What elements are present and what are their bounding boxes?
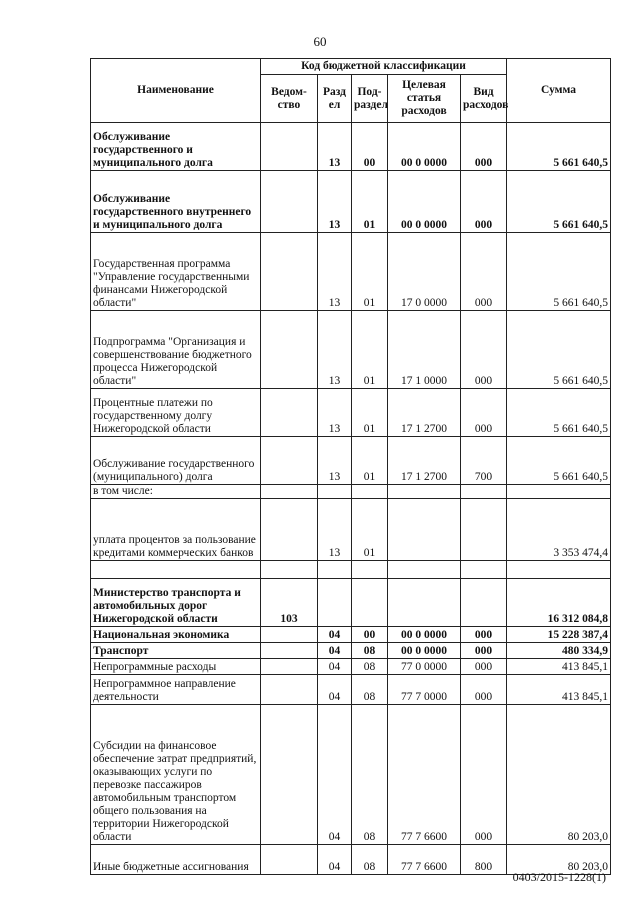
row-vedomstvo (261, 705, 318, 845)
row-target-article: 00 0 0000 (388, 627, 461, 643)
table-row (91, 485, 611, 499)
row-vedomstvo (261, 499, 318, 561)
header-target-article: Целевая статья расходов (388, 75, 461, 123)
row-name: Обслуживание государственного (муниципального) долга (91, 437, 261, 485)
row-target-article: 00 0 0000 (388, 171, 461, 233)
table-row (91, 659, 611, 675)
row-vedomstvo (261, 845, 318, 875)
row-name: Обслуживание государственного внутреннего и муниципального долга (91, 171, 261, 233)
budget-table (90, 58, 611, 875)
row-podrazdel: 00 (352, 627, 388, 643)
row-sum: 5 661 640,5 (507, 437, 611, 485)
row-podrazdel (352, 485, 388, 499)
row-expense-type: 000 (461, 643, 507, 659)
row-sum: 3 353 474,4 (507, 499, 611, 561)
row-target-article: 77 7 6600 (388, 845, 461, 875)
row-name: Непрограммное направление деятельности (91, 675, 261, 705)
row-vedomstvo (261, 675, 318, 705)
row-razdel: 04 (318, 845, 352, 875)
row-name (91, 561, 261, 579)
row-vedomstvo (261, 437, 318, 485)
row-expense-type (461, 499, 507, 561)
row-expense-type: 000 (461, 705, 507, 845)
row-expense-type: 000 (461, 171, 507, 233)
row-razdel: 13 (318, 123, 352, 171)
row-vedomstvo (261, 627, 318, 643)
row-name: Министерство транспорта и автомобильных дорог Нижегородской области (91, 579, 261, 627)
row-sum: 5 661 640,5 (507, 311, 611, 389)
row-name: Обслуживание государственного и муниципального долга (91, 123, 261, 171)
row-expense-type: 000 (461, 627, 507, 643)
row-expense-type (461, 579, 507, 627)
row-sum (507, 485, 611, 499)
row-target-article (388, 561, 461, 579)
row-name: Национальная экономика (91, 627, 261, 643)
row-sum (507, 561, 611, 579)
row-podrazdel: 08 (352, 845, 388, 875)
row-expense-type: 000 (461, 389, 507, 437)
row-razdel: 13 (318, 171, 352, 233)
row-podrazdel: 08 (352, 705, 388, 845)
row-podrazdel: 01 (352, 311, 388, 389)
page-number: 60 (313, 34, 327, 49)
row-target-article (388, 485, 461, 499)
header-razdel: Разд ел (318, 75, 352, 123)
row-vedomstvo (261, 659, 318, 675)
row-sum: 480 334,9 (507, 643, 611, 659)
row-razdel (318, 485, 352, 499)
row-razdel: 04 (318, 659, 352, 675)
table-row (91, 499, 611, 561)
table-row (91, 437, 611, 485)
row-target-article (388, 499, 461, 561)
row-expense-type: 000 (461, 233, 507, 311)
row-target-article: 77 7 6600 (388, 705, 461, 845)
row-name: уплата процентов за пользование кредитами коммерческих банков (91, 499, 261, 561)
row-target-article: 77 7 0000 (388, 675, 461, 705)
row-razdel: 04 (318, 627, 352, 643)
row-target-article: 17 1 0000 (388, 311, 461, 389)
row-razdel (318, 579, 352, 627)
table-row (91, 643, 611, 659)
row-razdel: 04 (318, 675, 352, 705)
row-podrazdel (352, 561, 388, 579)
row-razdel: 13 (318, 437, 352, 485)
row-sum: 80 203,0 (507, 705, 611, 845)
row-name: Транспорт (91, 643, 261, 659)
row-vedomstvo (261, 389, 318, 437)
row-vedomstvo (261, 643, 318, 659)
row-podrazdel (352, 579, 388, 627)
row-expense-type: 000 (461, 123, 507, 171)
row-expense-type: 000 (461, 311, 507, 389)
table-row (91, 233, 611, 311)
row-vedomstvo (261, 123, 318, 171)
row-vedomstvo (261, 561, 318, 579)
row-expense-type: 000 (461, 675, 507, 705)
row-name: Государственная программа "Управление государственными финансами Нижегородской области" (91, 233, 261, 311)
header-expense-type: Вид расходов (461, 75, 507, 123)
row-podrazdel: 01 (352, 389, 388, 437)
row-target-article: 00 0 0000 (388, 643, 461, 659)
row-sum: 80 203,0 (507, 845, 611, 875)
row-name: Процентные платежи по государственному долгу Нижегородской области (91, 389, 261, 437)
row-expense-type: 800 (461, 845, 507, 875)
table-row (91, 561, 611, 579)
row-razdel: 13 (318, 311, 352, 389)
header-vedomstvo: Ведом-ство (261, 75, 318, 123)
row-vedomstvo (261, 171, 318, 233)
row-expense-type (461, 485, 507, 499)
table-row (91, 627, 611, 643)
table-row (91, 123, 611, 171)
row-name: Субсидии на финансовое обеспечение затрат предприятий, оказывающих услуги по перевозке пассажиров автомобильным транспортом общего пользования на территории Нижегородской области (91, 705, 261, 845)
row-podrazdel: 01 (352, 171, 388, 233)
row-razdel (318, 561, 352, 579)
header-podrazdel: Под-раздел (352, 75, 388, 123)
row-podrazdel: 08 (352, 659, 388, 675)
row-podrazdel: 00 (352, 123, 388, 171)
row-sum: 5 661 640,5 (507, 233, 611, 311)
row-target-article: 17 1 2700 (388, 437, 461, 485)
row-sum: 5 661 640,5 (507, 171, 611, 233)
row-podrazdel: 01 (352, 437, 388, 485)
row-sum: 5 661 640,5 (507, 123, 611, 171)
table-row (91, 675, 611, 705)
row-vedomstvo (261, 485, 318, 499)
row-sum: 5 661 640,5 (507, 389, 611, 437)
row-sum: 16 312 084,8 (507, 579, 611, 627)
table-row (91, 389, 611, 437)
row-razdel: 13 (318, 499, 352, 561)
row-expense-type (461, 561, 507, 579)
row-razdel: 04 (318, 643, 352, 659)
row-razdel: 04 (318, 705, 352, 845)
row-podrazdel: 08 (352, 675, 388, 705)
header-name: Наименование (91, 59, 261, 123)
row-podrazdel: 01 (352, 233, 388, 311)
row-expense-type: 000 (461, 659, 507, 675)
table-row (91, 705, 611, 845)
row-razdel: 13 (318, 389, 352, 437)
table-row (91, 311, 611, 389)
row-target-article: 00 0 0000 (388, 123, 461, 171)
table-row (91, 579, 611, 627)
row-name: в том числе: (91, 485, 261, 499)
row-sum: 15 228 387,4 (507, 627, 611, 643)
row-podrazdel: 01 (352, 499, 388, 561)
row-expense-type: 700 (461, 437, 507, 485)
table-row (91, 171, 611, 233)
row-target-article (388, 579, 461, 627)
row-sum: 413 845,1 (507, 675, 611, 705)
row-name: Иные бюджетные ассигнования (91, 845, 261, 875)
header-classification-code: Код бюджетной классификации (261, 59, 507, 75)
row-target-article: 17 0 0000 (388, 233, 461, 311)
row-target-article: 77 0 0000 (388, 659, 461, 675)
row-vedomstvo: 103 (261, 579, 318, 627)
header-sum: Сумма (507, 59, 611, 123)
row-razdel: 13 (318, 233, 352, 311)
row-podrazdel: 08 (352, 643, 388, 659)
document-code: 0403/2015-1228(1) (512, 870, 606, 884)
row-target-article: 17 1 2700 (388, 389, 461, 437)
row-name: Подпрограмма "Организация и совершенствование бюджетного процесса Нижегородской области" (91, 311, 261, 389)
row-vedomstvo (261, 311, 318, 389)
row-vedomstvo (261, 233, 318, 311)
row-name: Непрограммные расходы (91, 659, 261, 675)
row-sum: 413 845,1 (507, 659, 611, 675)
